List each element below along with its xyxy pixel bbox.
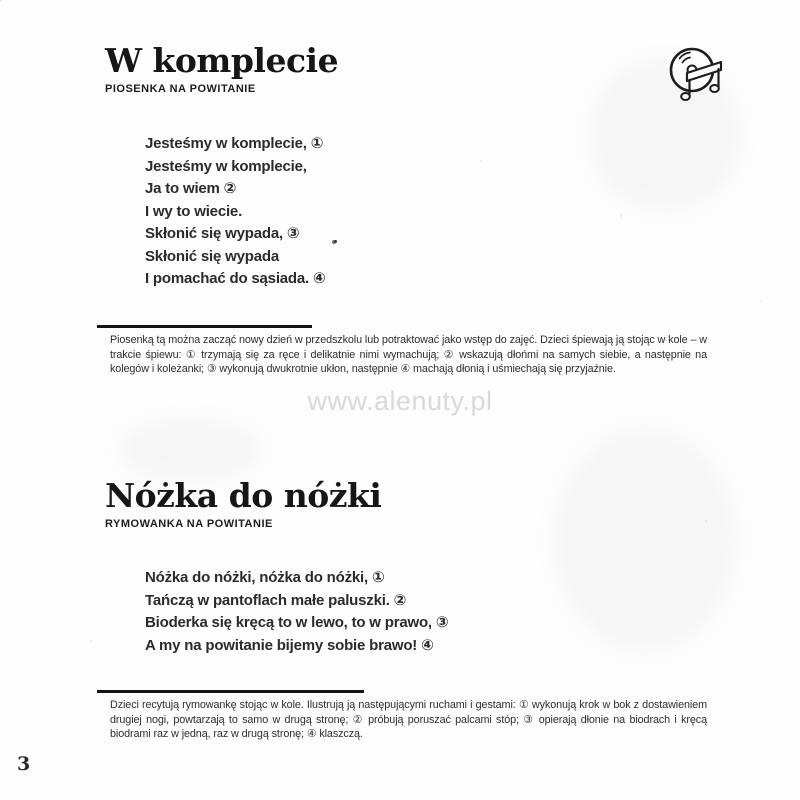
cd-music-notes-icon: [669, 43, 725, 107]
song2-header: [105, 476, 382, 530]
scan-bleed-through: [120, 420, 260, 480]
lyric-line: A my na powitanie bijemy sobie brawo! ④: [145, 636, 434, 654]
scan-bleed-through: [555, 430, 735, 650]
lyric-line: Ja to wiem ②: [145, 180, 237, 197]
song1-title: W komplecie: [105, 41, 339, 80]
lyric-line: Jesteśmy w komplecie,: [145, 157, 307, 175]
song1-footnote: Piosenką tą można zacząć nowy dzień w przedszkolu lub potraktować jako wstęp do zajęć. Dzieci śpiewają ją stojąc w kole – w trakcie śpiewu: ① trzymają się za ręce i delikatnie nimi wymachują; ② wskazują dłońmi na samych siebie, a następnie na kolegów i koleżanki; ③ wykonują dwukrotnie ukłon, następnie ④ machają dłonią i uśmiechają się przyjaźnie.: [110, 334, 707, 376]
song1-header: [105, 41, 339, 95]
song2-footnote: Dzieci recytują rymowankę stojąc w kole. Ilustrują ją następującymi ruchami i gestami: ① wykonują krok w bok z dostawieniem drugiej nogi, powtarzają to samo w drugą stronę; ② próbują poruszać palcami stóp; ③ opierają dłonie na biodrach i kręcą biodrami raz w jedną, raz w drugą stronę; ④ klaszczą.: [110, 699, 707, 741]
song2-subtitle: RYMOWANKA NA POWITANIE: [105, 517, 273, 530]
song2-title: Nóżka do nóżki: [105, 476, 382, 515]
ink-speck: [334, 240, 337, 243]
footnote-divider: [97, 690, 364, 693]
lyric-line: I wy to wiecie.: [145, 202, 243, 220]
page-number: 3: [17, 753, 31, 775]
lyric-line: Jesteśmy w komplecie, ①: [145, 135, 324, 152]
lyric-line: Tańczą w pantoflach małe paluszki. ②: [145, 591, 407, 609]
lyric-line: Skłonić się wypada: [145, 247, 279, 265]
lyric-line: Skłonić się wypada, ③: [145, 225, 300, 242]
lyric-line: Nóżka do nóżki, nóżka do nóżki, ①: [145, 569, 385, 586]
song1-lyrics: [145, 133, 325, 291]
watermark: www.alenuty.pl: [307, 386, 493, 416]
song1-subtitle: PIOSENKA NA POWITANIE: [105, 82, 256, 95]
song2-lyrics: [145, 567, 448, 657]
lyric-line: I pomachać do sąsiada. ④: [145, 270, 326, 287]
scan-speckles: [0, 0, 2, 2]
footnote-divider: [97, 325, 312, 328]
lyric-line: Bioderka się kręcą to w lewo, to w prawo, ③: [145, 614, 449, 631]
